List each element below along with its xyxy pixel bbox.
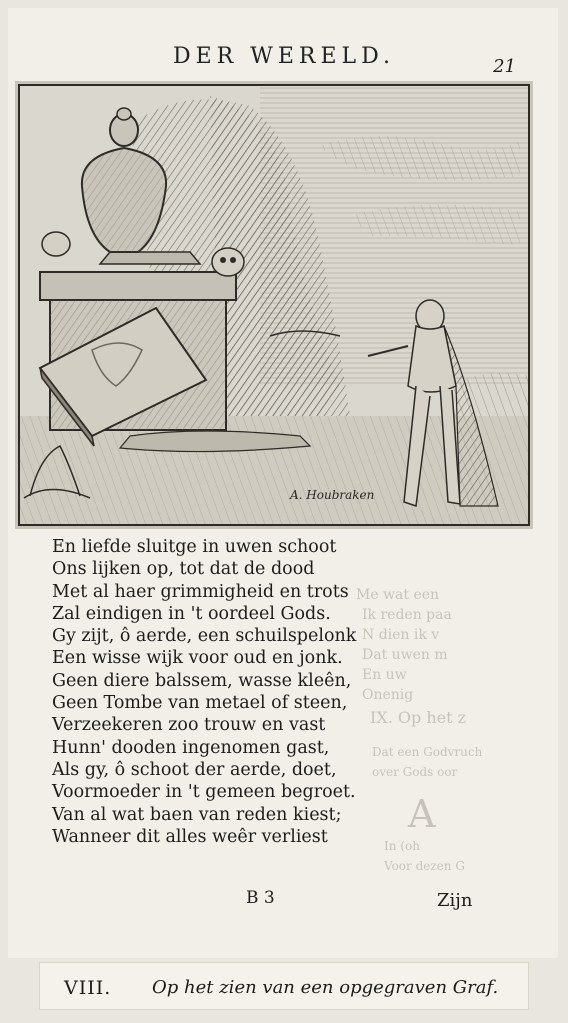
bleed-text: Onenig xyxy=(362,687,414,703)
running-head: DER WERELD. xyxy=(172,44,395,69)
verse-line: Geen diere balssem, wasse kleên, xyxy=(52,670,352,691)
signature-mark: B 3 xyxy=(246,888,275,908)
page-number: 21 xyxy=(493,56,516,77)
bleed-text: N dien ik v xyxy=(362,627,440,643)
bleed-text: Voor dezen G xyxy=(384,859,465,873)
verse-line: Geen Tombe van metael of steen, xyxy=(52,693,348,714)
caption-title: Op het zien van een opgegraven Graf. xyxy=(152,977,499,998)
bleed-text: In (oh xyxy=(384,839,420,853)
verse-line: Van al wat baen van reden kiest; xyxy=(52,804,342,825)
bleed-text: Ik reden paa xyxy=(362,607,452,623)
bleed-text: En uw xyxy=(362,667,407,683)
verse-line: Een wisse wijk voor oud en jonk. xyxy=(52,648,343,669)
verse-line: Wanneer dit alles weêr verliest xyxy=(52,826,328,847)
verse-line: Hunn' dooden ingenomen gast, xyxy=(52,737,330,758)
bleed-text: Me wat een xyxy=(356,587,440,603)
verse-line: Verzeekeren zoo trouw en vast xyxy=(52,715,326,736)
engraving-illustration xyxy=(20,86,528,524)
caption-number: VIII. xyxy=(64,977,112,999)
verse-line: Zal eindigen in 't oordeel Gods. xyxy=(52,603,331,624)
catchword: Zijn xyxy=(437,890,473,911)
verse-line: Met al haer grimmigheid en trots xyxy=(52,581,349,602)
verse-line: Gy zijt, ô aerde, een schuilspelonk xyxy=(52,626,357,647)
bleed-text: over Gods oor xyxy=(372,765,458,779)
engraver-signature: A. Houbraken xyxy=(290,488,375,502)
verse-line: Als gy, ô schoot der aerde, doet, xyxy=(52,759,337,780)
verse-line: Ons lijken op, tot dat de dood xyxy=(52,559,315,580)
verse-text xyxy=(52,536,522,848)
bleed-text: Dat een Godvruch xyxy=(372,745,483,759)
bleed-text: IX. Op het z xyxy=(370,708,467,727)
verse-line: En liefde sluitge in uwen schoot xyxy=(52,537,337,557)
bleed-text: Dat uwen m xyxy=(362,647,448,663)
engraving-plate xyxy=(18,84,530,526)
bleed-text: A xyxy=(408,792,436,836)
verse-line: Voormoeder in 't gemeen begroet. xyxy=(52,782,356,803)
caption-strip xyxy=(40,963,528,1009)
